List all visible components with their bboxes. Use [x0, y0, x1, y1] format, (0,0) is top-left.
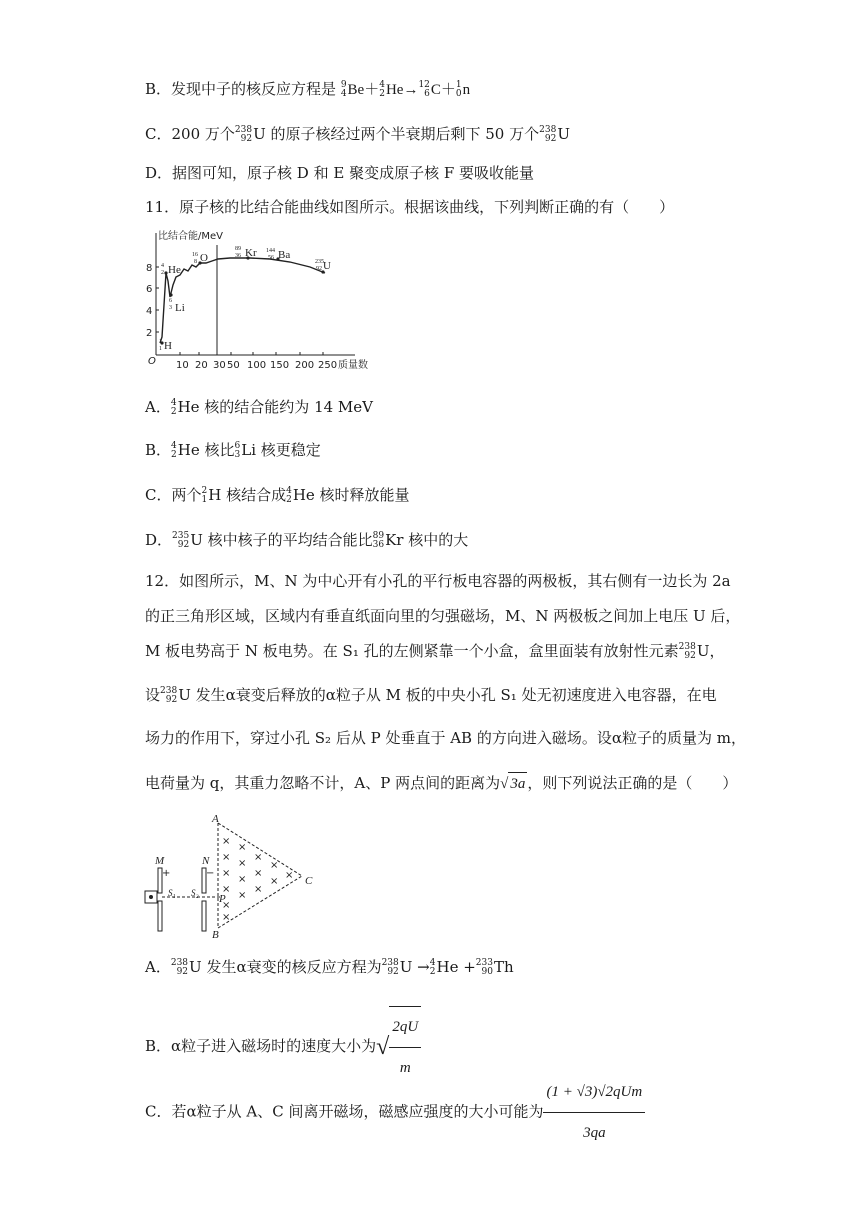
fig-label-n: N — [202, 855, 210, 867]
svg-text:1: 1 — [159, 339, 162, 345]
y-tick-8: 8 — [146, 263, 153, 274]
svg-text:×: × — [238, 858, 247, 869]
q12-line-5: 场力的作用下，穿过小孔 S₂ 后从 P 处垂直于 AB 的方向进入磁场。设α粒子的质量为 m， — [145, 729, 746, 747]
fig-minus: − — [206, 868, 215, 879]
binding-energy-chart — [140, 225, 390, 375]
svg-text:3: 3 — [169, 305, 172, 311]
x-tick-50: 50 — [227, 360, 240, 371]
svg-text:2: 2 — [161, 270, 164, 276]
svg-text:×: × — [238, 874, 247, 885]
q12-option-a: A． 238 92 U 发生α衰变的核反应方程为 238 92 U → 4 2 He + 233 90 Th — [145, 958, 514, 977]
y-tick-4: 4 — [146, 306, 153, 317]
svg-text:×: × — [222, 836, 231, 847]
svg-text:36: 36 — [235, 253, 241, 259]
q12-line-1: 12．如图所示，M、N 为中心开有小孔的平行板电容器的两极板，其右侧有一边长为 2a — [145, 572, 731, 590]
x-tick-200: 200 — [295, 360, 315, 371]
q10-option-d: D．据图可知，原子核 D 和 E 聚变成原子核 F 要吸收能量 — [145, 164, 535, 182]
label-ba: Ba — [278, 249, 291, 261]
svg-text:×: × — [254, 868, 263, 879]
q12-line-4: 设 238 92 U 发生α衰变后释放的α粒子从 M 板的中央小孔 S₁ 处无初速度进入电容器，在电 — [145, 686, 717, 705]
q12-line-3: M 板电势高于 N 板电势。在 S₁ 孔的左侧紧靠一个小盒，盒里面装有放射性元素 238 92 U， — [145, 642, 725, 661]
svg-text:×: × — [254, 852, 263, 863]
x-tick-100: 100 — [247, 360, 267, 371]
label-u: U — [323, 260, 331, 272]
svg-text:×: × — [285, 870, 294, 881]
fig-label-s1: S₁ — [168, 888, 176, 898]
svg-text:144: 144 — [266, 248, 275, 254]
q11-option-d: D． 235 92 U 核中核子的平均结合能比 89 36 Kr 核中的大 — [145, 531, 469, 550]
q11-stem: 11．原子核的比结合能曲线如图所示。根据该曲线，下列判断正确的有（ ） — [145, 198, 675, 216]
svg-text:56: 56 — [268, 255, 274, 261]
svg-text:×: × — [222, 852, 231, 863]
svg-text:×: × — [270, 860, 279, 871]
fig-label-p: P — [219, 893, 226, 905]
svg-text:16: 16 — [192, 252, 198, 258]
svg-text:8: 8 — [194, 259, 197, 265]
svg-text:×: × — [254, 884, 263, 895]
svg-text:×: × — [222, 884, 231, 895]
y-tick-6: 6 — [146, 284, 153, 295]
svg-text:×: × — [222, 900, 231, 911]
svg-text:×: × — [238, 842, 247, 853]
capacitor-magnetic-field-figure — [140, 808, 330, 943]
label-o: O — [200, 252, 208, 264]
svg-text:×: × — [238, 890, 247, 901]
x-tick-30: 30 — [213, 360, 226, 371]
svg-text:×: × — [222, 868, 231, 879]
fig-label-b: B — [212, 929, 219, 941]
q12-line-6: 电荷量为 q，其重力忽略不计，A、P 两点间的距离为√ 3a ，则下列说法正确的是（ ） — [145, 772, 737, 795]
q11-option-c: C．两个 2 1 H 核结合成 4 2 He 核时释放能量 — [145, 486, 410, 505]
label-he: He — [168, 264, 181, 276]
svg-text:1: 1 — [159, 346, 162, 352]
x-tick-10: 10 — [176, 360, 189, 371]
q12-line-2: 的正三角形区域，区域内有垂直纸面向里的匀强磁场，M、N 两极板之间加上电压 U 后， — [145, 607, 741, 625]
x-tick-20: 20 — [195, 360, 208, 371]
svg-text:235: 235 — [315, 259, 324, 265]
chart-xlabel: 质量数 — [338, 360, 368, 371]
label-h: H — [164, 340, 172, 352]
label-li: Li — [175, 302, 185, 314]
x-tick-150: 150 — [270, 360, 290, 371]
label-kr: Kr — [245, 247, 257, 259]
svg-text:89: 89 — [235, 246, 241, 252]
q12-option-c: C．若α粒子从 A、C 间离开磁场，磁感应强度的大小可能为 $\frac{\text{(1 + √3)√2qUm}}{3qa}$ — [145, 1072, 645, 1153]
q10-option-b: B．发现中子的核反应方程是 9 4 Be＋ 4 2 He→ 12 6 C＋ 1 0 n — [145, 80, 471, 99]
svg-text:4: 4 — [161, 263, 164, 269]
x-tick-250: 250 — [318, 360, 338, 371]
fig-label-c: C — [305, 875, 313, 887]
q11-option-a: A． 4 2 He 核的结合能约为 14 MeV — [145, 398, 373, 417]
svg-text:×: × — [270, 876, 279, 887]
svg-text:92: 92 — [316, 266, 322, 272]
chart-ylabel: 比结合能/MeV — [158, 231, 223, 242]
q10-option-c: C．200 万个 238 92 U 的原子核经过两个半衰期后剩下 50 万个 238 92 U — [145, 125, 570, 144]
svg-text:×: × — [222, 912, 231, 923]
q12-option-b: B．α粒子进入磁场时的速度大小为√ $\frac{2qU}{m}$ — [145, 1006, 421, 1088]
fig-label-s2: S₂ — [191, 888, 199, 898]
fig-label-a: A — [212, 813, 219, 825]
svg-text:6: 6 — [169, 298, 172, 304]
chart-origin: O — [148, 356, 156, 367]
fig-label-m: M — [155, 855, 165, 867]
y-tick-2: 2 — [146, 328, 153, 339]
q11-option-b: B． 4 2 He 核比 6 3 Li 核更稳定 — [145, 441, 321, 460]
fig-plus: + — [162, 868, 171, 879]
binding-energy-curve — [160, 258, 325, 343]
